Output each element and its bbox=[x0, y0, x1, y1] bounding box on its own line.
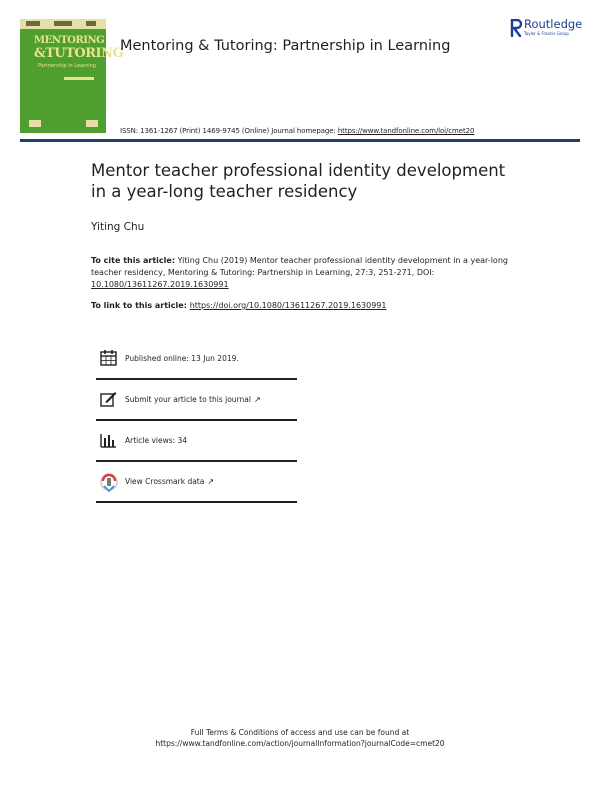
cite-text: Yiting Chu (2019) Mentor teacher professional identity development in a year-long teacher residency, Mentoring & Tutoring: Partnership in Learning, 27:3, 251-271, DOI: bbox=[91, 256, 508, 277]
cover-logo-left bbox=[29, 120, 41, 127]
cover-subtitle: Partnership in Learning bbox=[38, 63, 96, 69]
article-author: Yiting Chu bbox=[91, 221, 145, 233]
published-row bbox=[96, 342, 297, 380]
published-date: Published online: 13 Jun 2019. bbox=[125, 354, 239, 363]
journal-cover bbox=[20, 19, 124, 133]
cover-title-line2: &TUTORING bbox=[34, 46, 124, 61]
issn-text: ISSN: 1361-1267 (Print) 1469-9745 (Online) Journal homepage: bbox=[120, 127, 338, 135]
journal-homepage-link[interactable]: https://www.tandfonline.com/loi/cmet20 bbox=[337, 127, 475, 135]
cover-title-line1: MENTORING bbox=[34, 35, 105, 46]
views-row bbox=[96, 424, 297, 462]
cite-label: To cite this article: bbox=[91, 256, 176, 265]
edit-icon bbox=[100, 391, 117, 407]
cover-top-strip bbox=[20, 19, 106, 29]
submit-article-label: Submit your article to this journal bbox=[125, 395, 251, 404]
publisher-tagline: Taylor & Francis Group bbox=[524, 31, 569, 36]
journal-title: Mentoring & Tutoring: Partnership in Learning bbox=[120, 38, 451, 54]
routledge-r-icon bbox=[510, 19, 523, 37]
crossmark-icon bbox=[100, 473, 118, 493]
article-title-line1: Mentor teacher professional identity development bbox=[91, 161, 506, 180]
footer bbox=[0, 727, 600, 749]
row-divider bbox=[96, 501, 297, 503]
article-title bbox=[91, 160, 551, 202]
cover-logo-right bbox=[86, 120, 98, 127]
crossmark-link[interactable] bbox=[125, 477, 214, 486]
cover-bar bbox=[64, 77, 94, 80]
submit-article-link[interactable] bbox=[125, 395, 261, 404]
citation-block bbox=[91, 255, 511, 291]
header-divider bbox=[20, 139, 580, 142]
link-label: To link to this article: bbox=[91, 301, 190, 310]
issn-line bbox=[120, 127, 474, 135]
article-url-link[interactable]: https://doi.org/10.1080/13611267.2019.1630991 bbox=[189, 301, 387, 310]
crossmark-row[interactable] bbox=[96, 465, 297, 503]
row-divider bbox=[96, 419, 297, 421]
article-title-line2: in a year-long teacher residency bbox=[91, 182, 358, 201]
calendar-icon bbox=[100, 350, 117, 366]
external-link-icon: ↗ bbox=[207, 477, 215, 486]
publisher-name: Routledge bbox=[524, 17, 583, 31]
bar-chart-icon bbox=[100, 432, 117, 448]
crossmark-label: View Crossmark data bbox=[125, 477, 205, 486]
external-link-icon: ↗ bbox=[253, 395, 261, 404]
article-link-block bbox=[91, 300, 511, 312]
submit-row[interactable] bbox=[96, 383, 297, 421]
footer-terms-text: Full Terms & Conditions of access and use can be found at bbox=[190, 728, 410, 737]
doi-link[interactable]: 10.1080/13611267.2019.1630991 bbox=[91, 280, 229, 289]
footer-terms-link[interactable]: https://www.tandfonline.com/action/journalInformation?journalCode=cmet20 bbox=[155, 739, 445, 748]
row-divider bbox=[96, 460, 297, 462]
row-divider bbox=[96, 378, 297, 380]
article-views: Article views: 34 bbox=[125, 436, 188, 445]
